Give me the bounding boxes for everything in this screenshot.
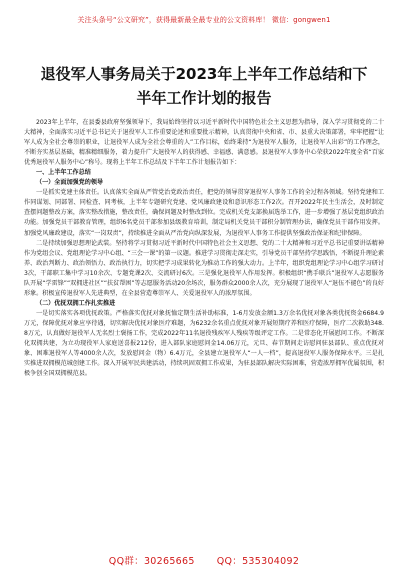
document-title: 退役军人事务局关于2023年上半年工作总结和下半年工作计划的报告 [40, 65, 368, 107]
promo-text: 关注头条号“公文研究”，获得最新最全最专业的公文资料库！ 微信： [77, 16, 294, 24]
section-heading: （一）全面加强党的领导 [36, 179, 104, 187]
body-paragraph: 2023年上半年，在县委县政府坚强领导下，我局始终坚持以习近平新时代中国特色社会主义思想为指导，深入学习贯彻党的二十大精神，全面落实习近平总书记关于退役军人工作重要论述和重要批示精神，认真贯彻中央和省、市、县重大决策部署，牢牢把握“让军人成为全社会尊崇的职业，让退役军人成为全社会尊重的人”工作目标，始终秉持“为退役军人服务，让退役军人出彩”的工作理念，不断夯实基层基础，精准精细服务，着力提升广大退役军人的获得感、幸福感、满意感。县退役军人事务中心荣获2022年度全省“百家优秀退役军人服务中心”称号。现将上半年工作总结及下半年工作计划报告如下： [24, 119, 384, 167]
body-paragraph: 一是抓实党建主体责任。认真落实全面从严管党治党政治责任，把党的领导贯穿退役军人事务工作的全过程各领域。坚持党建和工作同谋划、同部署、同检查、同考核，上半年专题研究党建、党风廉政建设和意识形态工作2次。召开2022年民主生活会，及时制定查摆问题整改方案，落实整改措施，整改责任，确保问题及时整改到位。完成机关党支部换届选举工作，进一步增强了基层党组织政治功能。加强党员干部教育管理，组织6名党员干部参加县级教育培训，制定局机关党员干部积分制管理办法，确保党员干部作用发挥。加强党风廉政建设，落实“一岗双责”，持续推进全面从严治党向纵深发展，为退役军人事务工作提供坚强政治保证和纪律保障。 [24, 189, 384, 237]
body-paragraph: 一是切实落实各项优抚政策。严格落实优抚对象抚恤定期生活补助标准，1-6月发放金额1.3万余名优抚对象各类优抚资金6684.9万元，保障优抚对象应享待遇，切实解决优抚对象医疗难题，为6232余名重点优抚对象开展短期疗养和医疗保障，医疗二次救助348.8万元，认真做好退役军人无名烈士褒扬工作，完成2022年11名退役残疾军人残疾等级评定工作。二是常态化开展慰问工作。不断深化双拥共建，为立功现役军人家庭送喜报212份，进入部队家庭慰问金14.06万元，元旦、春节期间走访慰问驻县部队、重点优抚对象、困难退役军人等4000余人次，发放慰问金（物）6.4万元，全县建立退役军人“一人一档”，提高退役军人服务保障水平。三是扎实推进双拥模范城创建工作。深入开展军民共建活动，持续巩固双拥工作成果，为驻县部队解决实际困难，营造浓厚拥军优属氛围，积极争创全国双拥模范县。 [24, 309, 384, 378]
qq-label: QQ： [216, 556, 243, 567]
body-paragraph: 二是持续加强思想理论武装。坚持将学习贯彻习近平新时代中国特色社会主义思想、党的二十大精神和习近平总书记重要讲话精神作为党组会议、党组理论学习中心组、“三会一课”的第一议题。推进学习贯彻走深走实，引导党员干部坚持学思践悟，不断提升理论素养、政治判断力、政治领悟力、政治执行力，切实把学习成果转化为推动工作的强大动力。上半年，组织党组理论学习中心组学习研讨3次，干部职工集中学习10余次、专题党课2次、交流研讨6次。三是强化退役军人作用发挥。积极组织“携手联兵”退役军人志愿服务队开展“学雷锋”“双拥进社区”“扶贫帮困”等志愿服务活动20余场次，服务群众2000余人次，充分展现了退役军人“退伍不褪色”的良好形象。积极宣传退役军人先进典型，在全县营造尊崇军人、关爱退役军人的浓厚氛围。 [24, 239, 384, 297]
bottom-contact-banner [0, 556, 408, 568]
top-promo-banner [0, 16, 408, 25]
qq-group-label: QQ群： [108, 556, 144, 567]
section-heading: （二）优抚双拥工作扎实推进 [36, 299, 116, 307]
document-body [24, 118, 384, 379]
section-heading: 一、上半年工作总结 [36, 169, 91, 177]
qq-group-number: 30265665 [143, 556, 195, 567]
wechat-handle: gongwen1 [293, 16, 331, 24]
qq-number: 535304092 [242, 556, 300, 567]
